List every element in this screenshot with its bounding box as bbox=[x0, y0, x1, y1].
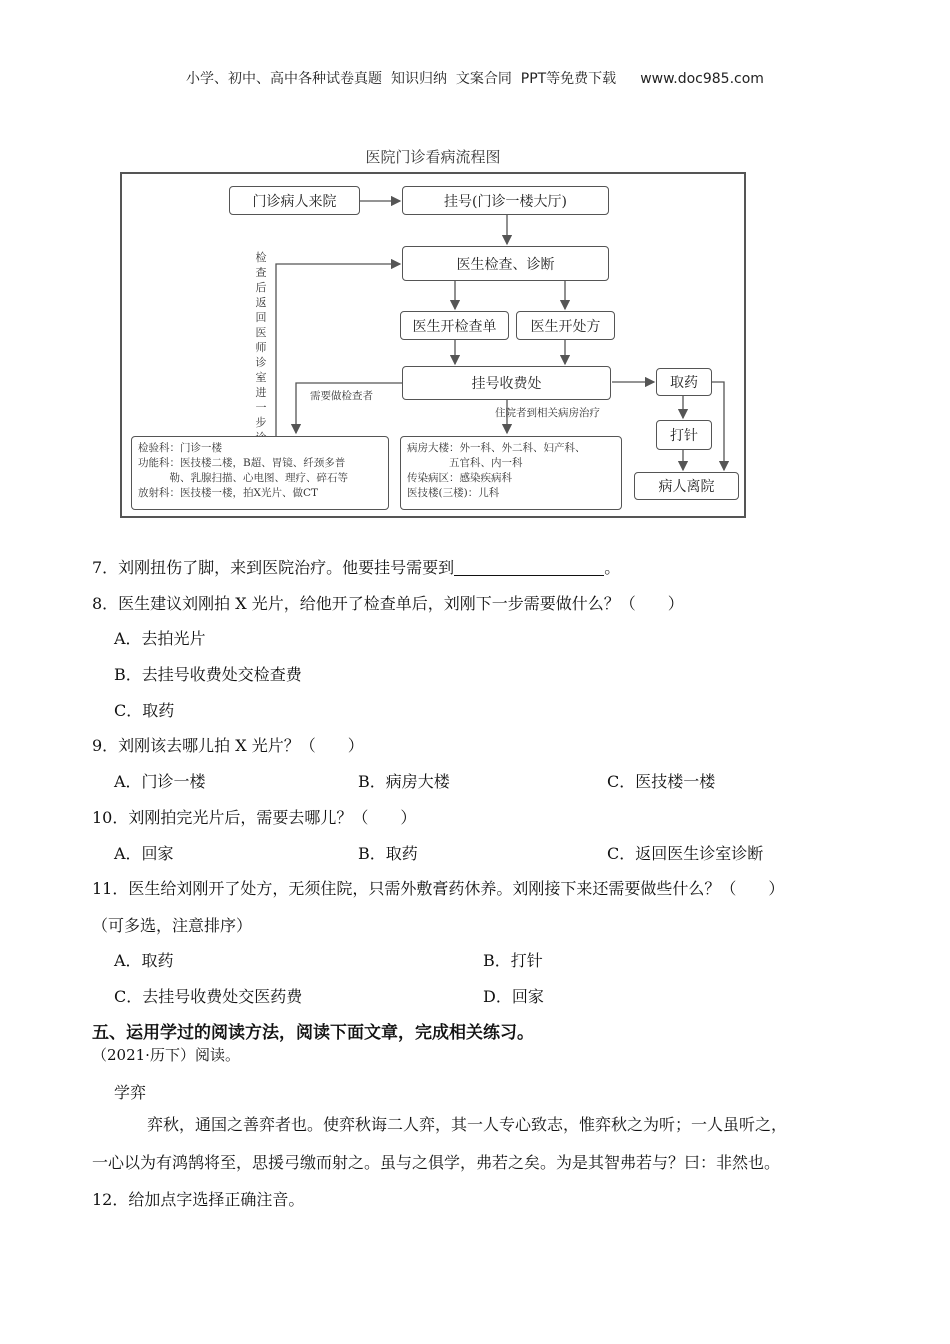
question-9: 9．刘刚该去哪儿拍 X 光片？（ ） bbox=[92, 736, 364, 755]
header-text: 小学、初中、高中各种试卷真题 知识归纳 文案合同 PPT等免费下载 bbox=[186, 71, 617, 87]
section-5-source: （2021·历下）阅读。 bbox=[92, 1046, 240, 1064]
question-11: 11．医生给刘刚开了处方，无须住院，只需外敷膏药休养。刘刚接下来还需要做些什么？（ ） bbox=[92, 879, 785, 898]
flowchart-title: 医院门诊看病流程图 bbox=[365, 148, 501, 166]
question-10: 10．刘刚拍完光片后，需要去哪儿？（ ） bbox=[92, 808, 417, 827]
passage-line-1: 弈秋，通国之善弈者也。使弈秋诲二人弈，其一人专心致志，惟弈秋之为听；一人虽听之， bbox=[147, 1115, 788, 1134]
label-inpatient: 住院者到相关病房治疗 bbox=[495, 407, 600, 419]
question-7 bbox=[92, 555, 620, 578]
q11-option-a[interactable]: A．取药 bbox=[114, 951, 174, 970]
ward-line: 医技楼(三楼)：儿科 bbox=[407, 487, 500, 499]
q11-option-d[interactable]: D．回家 bbox=[483, 987, 544, 1006]
q7-answer-blank[interactable] bbox=[454, 557, 604, 576]
exam-dept-line: 勒、乳腺扫描、心电图、理疗、碎石等 bbox=[169, 472, 348, 484]
ward-line: 五官科、内一科 bbox=[449, 457, 523, 469]
question-8: 8．医生建议刘刚拍 X 光片，给他开了检查单后，刘刚下一步需要做什么？（ ） bbox=[92, 594, 684, 613]
q8-option-b[interactable]: B．去挂号收费处交检查费 bbox=[114, 665, 302, 684]
node-register: 挂号(门诊一楼大厅) bbox=[402, 186, 609, 215]
q10-option-b[interactable]: B．取药 bbox=[358, 844, 418, 863]
q8-option-c[interactable]: C．取药 bbox=[114, 701, 175, 720]
node-exam: 医生检查、诊断 bbox=[402, 246, 609, 281]
ward-line: 病房大楼：外一科、外二科、妇产科、 bbox=[407, 442, 586, 454]
q10-option-c[interactable]: C．返回医生诊室诊断 bbox=[607, 844, 764, 863]
q7-text: 7．刘刚扭伤了脚，来到医院治疗。他要挂号需要到 bbox=[92, 558, 455, 577]
node-check-order: 医生开检查单 bbox=[400, 311, 509, 340]
q7-end: 。 bbox=[604, 558, 621, 577]
ward-line: 传染病区：感染疾病科 bbox=[407, 472, 512, 484]
header-site: www.doc985.com bbox=[640, 71, 764, 87]
label-return: 检查后返回医师诊室进一步 bbox=[255, 251, 267, 429]
wards-box bbox=[400, 436, 622, 510]
exam-dept-line: 放射科：医技楼一楼，拍X光片、做CT bbox=[138, 487, 319, 499]
q9-option-c[interactable]: C．医技楼一楼 bbox=[607, 772, 716, 791]
node-cashier: 挂号收费处 bbox=[402, 366, 611, 400]
label-need-check: 需要做检查者 bbox=[310, 390, 373, 402]
node-arrive: 门诊病人来院 bbox=[229, 186, 360, 215]
node-medicine: 取药 bbox=[656, 368, 712, 396]
exam-dept-line: 功能科：医技楼二楼，B超、胃镜、纤颈多普 bbox=[138, 457, 346, 469]
passage-line-2: 一心以为有鸿鹄将至，思援弓缴而射之。虽与之俱学，弗若之矣。为是其智弗若与？曰：非然也。 bbox=[92, 1153, 781, 1172]
node-injection: 打针 bbox=[656, 420, 712, 450]
node-prescribe: 医生开处方 bbox=[516, 311, 615, 340]
q9-option-b[interactable]: B．病房大楼 bbox=[358, 772, 450, 791]
q11-option-b[interactable]: B．打针 bbox=[483, 951, 543, 970]
section-5-heading: 五、运用学过的阅读方法，阅读下面文章，完成相关练习。 bbox=[92, 1023, 534, 1043]
node-leave: 病人离院 bbox=[634, 472, 739, 500]
q10-option-a[interactable]: A．回家 bbox=[114, 844, 174, 863]
passage-title: 学弈 bbox=[114, 1083, 147, 1102]
exam-dept-line: 检验科：门诊一楼 bbox=[138, 442, 222, 454]
q8-option-a[interactable]: A．去拍光片 bbox=[114, 629, 206, 648]
q11-option-c[interactable]: C．去挂号收费处交医药费 bbox=[114, 987, 303, 1006]
exam-departments-box bbox=[131, 436, 389, 510]
q9-option-a[interactable]: A．门诊一楼 bbox=[114, 772, 206, 791]
question-12: 12．给加点字选择正确注音。 bbox=[92, 1190, 305, 1209]
q11-note: （可多选，注意排序） bbox=[92, 916, 253, 935]
